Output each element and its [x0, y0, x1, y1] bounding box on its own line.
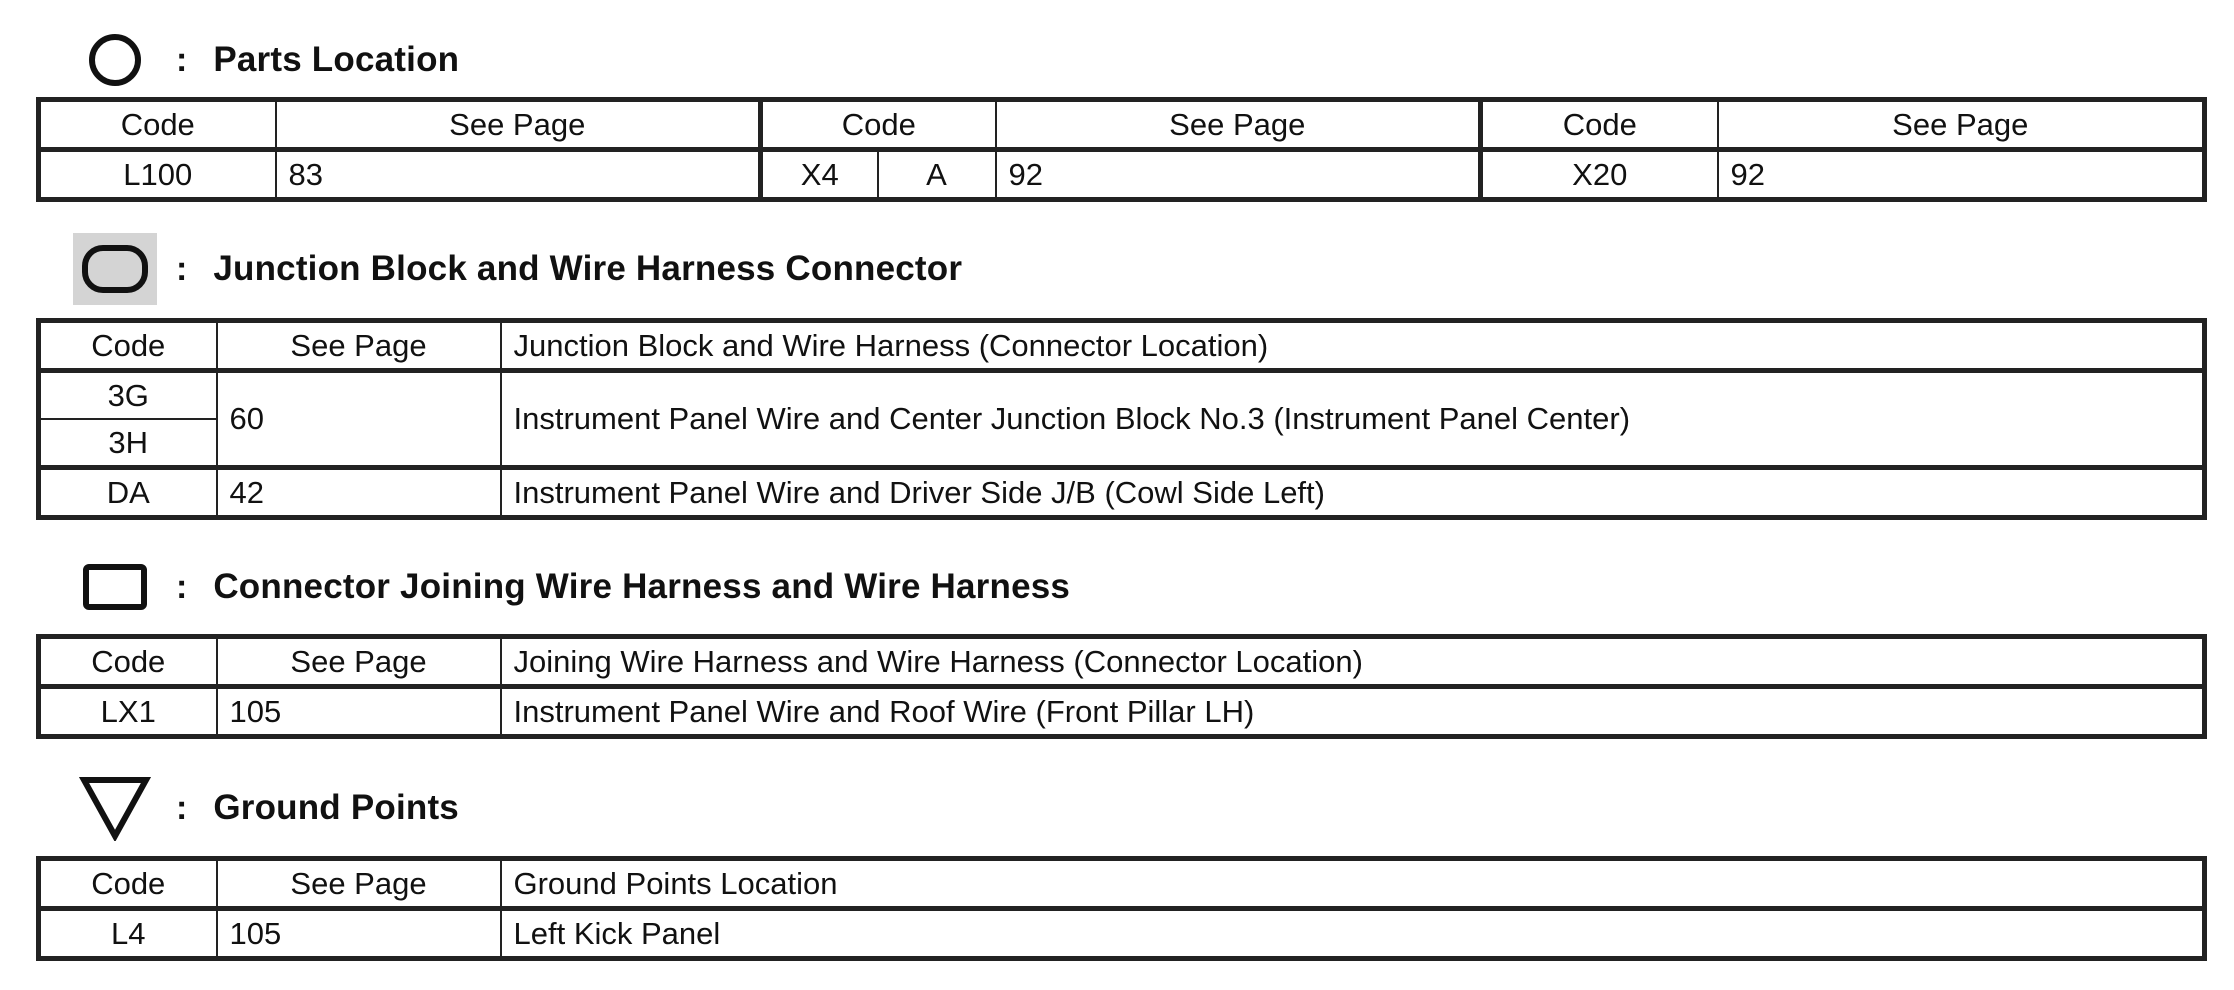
heading-colon: :: [176, 788, 188, 827]
header-code: Code: [39, 859, 217, 909]
page-cell: 60: [217, 371, 501, 468]
page-cell: 92: [1718, 150, 2205, 200]
location-cell: Instrument Panel Wire and Center Junction Block No.3 (Instrument Panel Center): [501, 371, 2205, 468]
table-row: [39, 371, 2205, 420]
code-cell: X4: [761, 150, 878, 200]
page-cell: 92: [996, 150, 1481, 200]
table-row: [39, 909, 2205, 959]
junction-block-table: [36, 318, 2207, 520]
code-cell: L4: [39, 909, 217, 959]
code-cell: L100: [39, 150, 276, 200]
location-cell: Instrument Panel Wire and Roof Wire (Front Pillar LH): [501, 687, 2205, 737]
code-cell: 3H: [39, 419, 217, 468]
header-see-page: See Page: [996, 100, 1481, 150]
header-code: Code: [39, 637, 217, 687]
page-cell: 42: [217, 468, 501, 518]
connector-joining-table: [36, 634, 2207, 739]
junction-block-heading: [70, 234, 962, 304]
header-see-page: See Page: [217, 637, 501, 687]
table-header-row: [39, 637, 2205, 687]
table-row: [39, 687, 2205, 737]
table-row: [39, 150, 2205, 200]
page-cell: 105: [217, 687, 501, 737]
header-location: Joining Wire Harness and Wire Harness (Connector Location): [501, 637, 2205, 687]
ground-points-heading: [70, 773, 459, 843]
rectangle-icon: [70, 552, 160, 622]
header-location: Junction Block and Wire Harness (Connector Location): [501, 321, 2205, 371]
section-title: Ground Points: [213, 788, 459, 827]
section-title: Parts Location: [213, 40, 460, 79]
location-cell: Left Kick Panel: [501, 909, 2205, 959]
page-cell: 105: [217, 909, 501, 959]
header-code: Code: [1481, 100, 1718, 150]
table-row: [39, 468, 2205, 518]
header-code: Code: [39, 321, 217, 371]
table-header-row: [39, 859, 2205, 909]
table-header-row: [39, 100, 2205, 150]
code-cell: X20: [1481, 150, 1718, 200]
header-see-page: See Page: [217, 321, 501, 371]
ground-points-table: [36, 856, 2207, 961]
code-cell: LX1: [39, 687, 217, 737]
header-see-page: See Page: [276, 100, 761, 150]
header-see-page: See Page: [1718, 100, 2205, 150]
heading-colon: :: [176, 567, 188, 606]
code-cell: 3G: [39, 371, 217, 420]
section-title: Junction Block and Wire Harness Connector: [213, 249, 963, 288]
parts-location-table: [36, 97, 2207, 202]
header-code: Code: [761, 100, 996, 150]
parts-location-heading: [70, 25, 459, 95]
header-location: Ground Points Location: [501, 859, 2205, 909]
triangle-down-icon: [70, 773, 160, 843]
rounded-rect-shaded-icon: [70, 234, 160, 304]
table-header-row: [39, 321, 2205, 371]
location-cell: Instrument Panel Wire and Driver Side J/B (Cowl Side Left): [501, 468, 2205, 518]
connector-joining-heading: [70, 552, 1070, 622]
header-see-page: See Page: [217, 859, 501, 909]
heading-colon: :: [176, 40, 188, 79]
circle-icon: [70, 25, 160, 95]
header-code: Code: [39, 100, 276, 150]
heading-colon: :: [176, 249, 188, 288]
code-sub-cell: A: [878, 150, 996, 200]
page-cell: 83: [276, 150, 761, 200]
section-title: Connector Joining Wire Harness and Wire Harness: [213, 567, 1071, 606]
code-cell: DA: [39, 468, 217, 518]
